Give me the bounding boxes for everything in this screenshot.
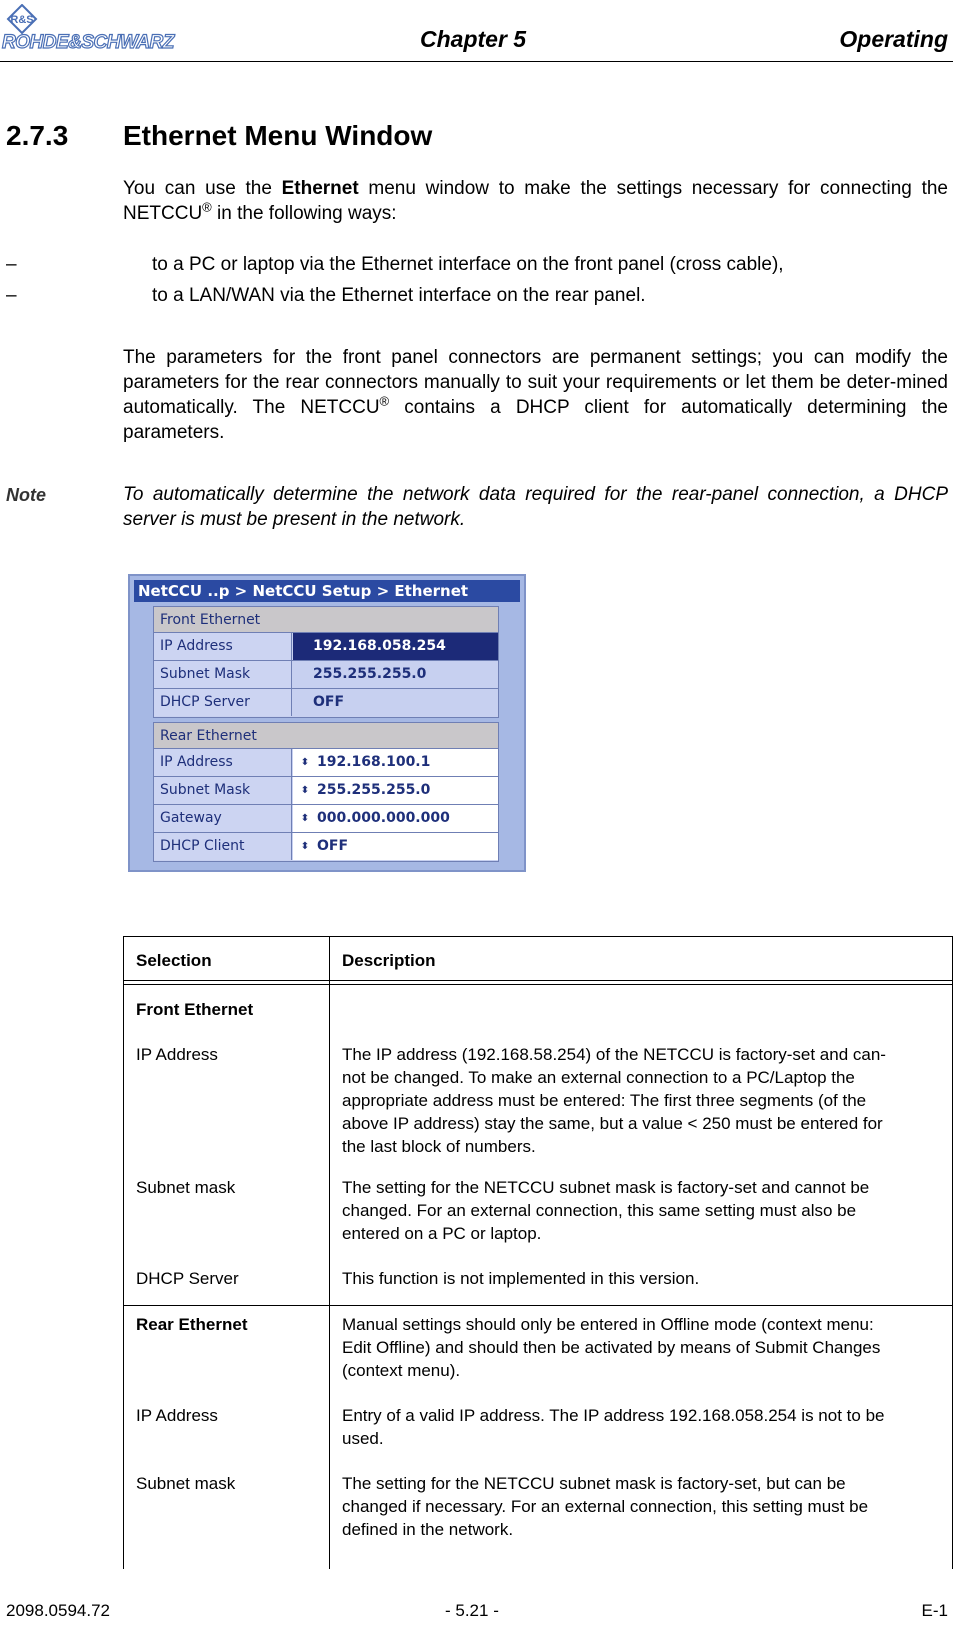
menu-breadcrumb-title: NetCCU ..p > NetCCU Setup > Ethernet	[134, 580, 520, 602]
description-line: above IP address) stay the same, but a value < 250 must be entered for	[342, 1114, 883, 1133]
intro-text-mid: menu window to make the settings necessary for connecting the NETCCU	[123, 178, 949, 224]
rear-ip-value: 192.168.100.1	[317, 754, 431, 770]
table-cell-description	[342, 1176, 942, 1245]
intro-paragraph	[123, 176, 948, 226]
table-border	[329, 936, 330, 1569]
description-line: Manual settings should only be entered in Offline mode (context menu:	[342, 1315, 874, 1334]
description-line: entered on a PC or laptop.	[342, 1224, 542, 1243]
table-border	[123, 936, 953, 937]
rear-ip-label: IP Address	[154, 749, 292, 776]
table-group-front-ethernet: Front Ethernet	[136, 1000, 254, 1019]
footer-page-number: - 5.21 -	[445, 1601, 499, 1620]
rohde-schwarz-logo	[2, 4, 224, 52]
footer-edition: E-1	[921, 1601, 948, 1620]
rear-ip-row[interactable]	[154, 749, 498, 777]
table-cell-description	[342, 1313, 942, 1382]
front-ethernet-group	[153, 606, 499, 718]
table-cell-description	[342, 1267, 942, 1290]
column-header-description: Description	[342, 951, 436, 970]
rear-dhcp-field[interactable]	[293, 833, 498, 860]
note-label: Note	[6, 485, 46, 505]
description-line: appropriate address must be entered: The first three segments (of the	[342, 1091, 867, 1110]
rear-subnet-label: Subnet Mask	[154, 777, 292, 804]
spinner-icon[interactable]: ⬍	[300, 812, 310, 824]
front-ip-label: IP Address	[154, 633, 292, 660]
rear-ip-field[interactable]	[293, 749, 498, 776]
rear-dhcp-label: DHCP Client	[154, 833, 292, 860]
front-ip-row[interactable]	[154, 633, 498, 661]
list-dash: –	[6, 285, 17, 306]
params-text-post: contains a DHCP client for automatically determining the parameters.	[123, 397, 948, 443]
description-line: changed. For an external connection, this same setting must also be	[342, 1201, 857, 1220]
table-border	[123, 936, 124, 1569]
description-line: The IP address (192.168.58.254) of the NETCCU is factory-set and can-	[342, 1045, 886, 1064]
front-subnet-row[interactable]	[154, 661, 498, 689]
table-cell-selection: IP Address	[136, 1045, 218, 1064]
description-line: changed if necessary. For an external connection, this setting must be	[342, 1497, 869, 1516]
selection-description-table	[123, 936, 953, 1569]
list-dash: –	[6, 254, 17, 275]
description-line: The setting for the NETCCU subnet mask is factory-set, but can be	[342, 1474, 846, 1493]
table-cell-selection: IP Address	[136, 1406, 218, 1425]
description-line: the last block of numbers.	[342, 1137, 536, 1156]
description-line: defined in the network.	[342, 1520, 514, 1539]
front-ethernet-heading: Front Ethernet	[154, 607, 498, 633]
svg-text:R&S: R&S	[10, 14, 34, 26]
table-cell-description	[342, 1404, 942, 1450]
rear-subnet-value: 255.255.255.0	[317, 782, 431, 798]
section-number: 2.7.3	[6, 120, 69, 151]
table-cell-selection: Subnet mask	[136, 1178, 236, 1197]
rear-ethernet-group	[153, 722, 499, 862]
table-header-divider	[123, 984, 953, 985]
description-line: (context menu).	[342, 1361, 461, 1380]
rear-gateway-row[interactable]	[154, 805, 498, 833]
intro-bold-ethernet: Ethernet	[281, 178, 359, 199]
description-line: Entry of a valid IP address. The IP address 192.168.058.254 is not to be	[342, 1406, 885, 1425]
table-cell-description	[342, 1043, 942, 1158]
section-label: Operating	[839, 26, 948, 52]
description-line: The setting for the NETCCU subnet mask is factory-set and cannot be	[342, 1178, 870, 1197]
rear-subnet-field[interactable]	[293, 777, 498, 804]
table-cell-selection: Subnet mask	[136, 1474, 236, 1493]
list-item-text: to a PC or laptop via the Ethernet interface on the front panel (cross cable),	[152, 254, 784, 275]
table-header-divider	[123, 980, 953, 981]
rear-gateway-value: 000.000.000.000	[317, 810, 450, 826]
intro-text-pre: You can use the	[123, 178, 282, 199]
rear-ethernet-heading: Rear Ethernet	[154, 723, 498, 749]
registered-mark: ®	[379, 393, 390, 409]
spinner-icon[interactable]: ⬍	[300, 840, 310, 852]
spinner-icon[interactable]: ⬍	[300, 784, 310, 796]
ethernet-menu-screenshot	[128, 574, 526, 872]
registered-mark: ®	[202, 199, 212, 215]
list-item-text: to a LAN/WAN via the Ethernet interface on the rear panel.	[152, 285, 646, 306]
header-divider	[0, 61, 953, 62]
rear-gateway-label: Gateway	[154, 805, 292, 832]
front-subnet-value[interactable]: 255.255.255.0	[313, 666, 427, 682]
params-text-pre: The parameters for the front panel connectors are permanent settings; you can modify the parameters for the rear connectors manually to suit your requirements or let them be deter-mined automatically. The NETCCU	[123, 347, 948, 418]
table-group-rear-ethernet: Rear Ethernet	[136, 1315, 248, 1334]
brand-wordmark: ROHDE&SCHWARZ	[2, 32, 174, 53]
rs-diamond-icon	[2, 4, 42, 34]
parameters-paragraph	[123, 345, 948, 445]
description-line: not be changed. To make an external connection to a PC/Laptop the	[342, 1068, 855, 1087]
table-row-divider	[123, 1305, 953, 1306]
rear-dhcp-row[interactable]	[154, 833, 498, 861]
front-ip-value[interactable]: 192.168.058.254	[293, 633, 498, 660]
table-cell-selection: DHCP Server	[136, 1269, 239, 1288]
front-dhcp-row[interactable]	[154, 689, 498, 717]
rear-gateway-field[interactable]	[293, 805, 498, 832]
spinner-icon[interactable]: ⬍	[300, 756, 310, 768]
intro-text-post: in the following ways:	[211, 203, 397, 224]
footer-doc-number: 2098.0594.72	[6, 1601, 110, 1620]
table-cell-description	[342, 1472, 942, 1541]
front-dhcp-value[interactable]: OFF	[313, 694, 345, 710]
description-line: This function is not implemented in this version.	[342, 1269, 700, 1288]
front-dhcp-label: DHCP Server	[154, 689, 292, 716]
column-header-selection: Selection	[136, 951, 212, 970]
section-title: Ethernet Menu Window	[123, 120, 433, 151]
rear-subnet-row[interactable]	[154, 777, 498, 805]
description-line: Edit Offline) and should then be activated by means of Submit Changes	[342, 1338, 881, 1357]
description-line: used.	[342, 1429, 384, 1448]
page-header	[0, 0, 953, 62]
rear-dhcp-value: OFF	[317, 838, 349, 854]
chapter-label: Chapter 5	[420, 26, 527, 52]
note-text: To automatically determine the network data required for the rear-panel connection, a DHCP server is must be present in the network.	[123, 484, 948, 530]
front-subnet-label: Subnet Mask	[154, 661, 292, 688]
